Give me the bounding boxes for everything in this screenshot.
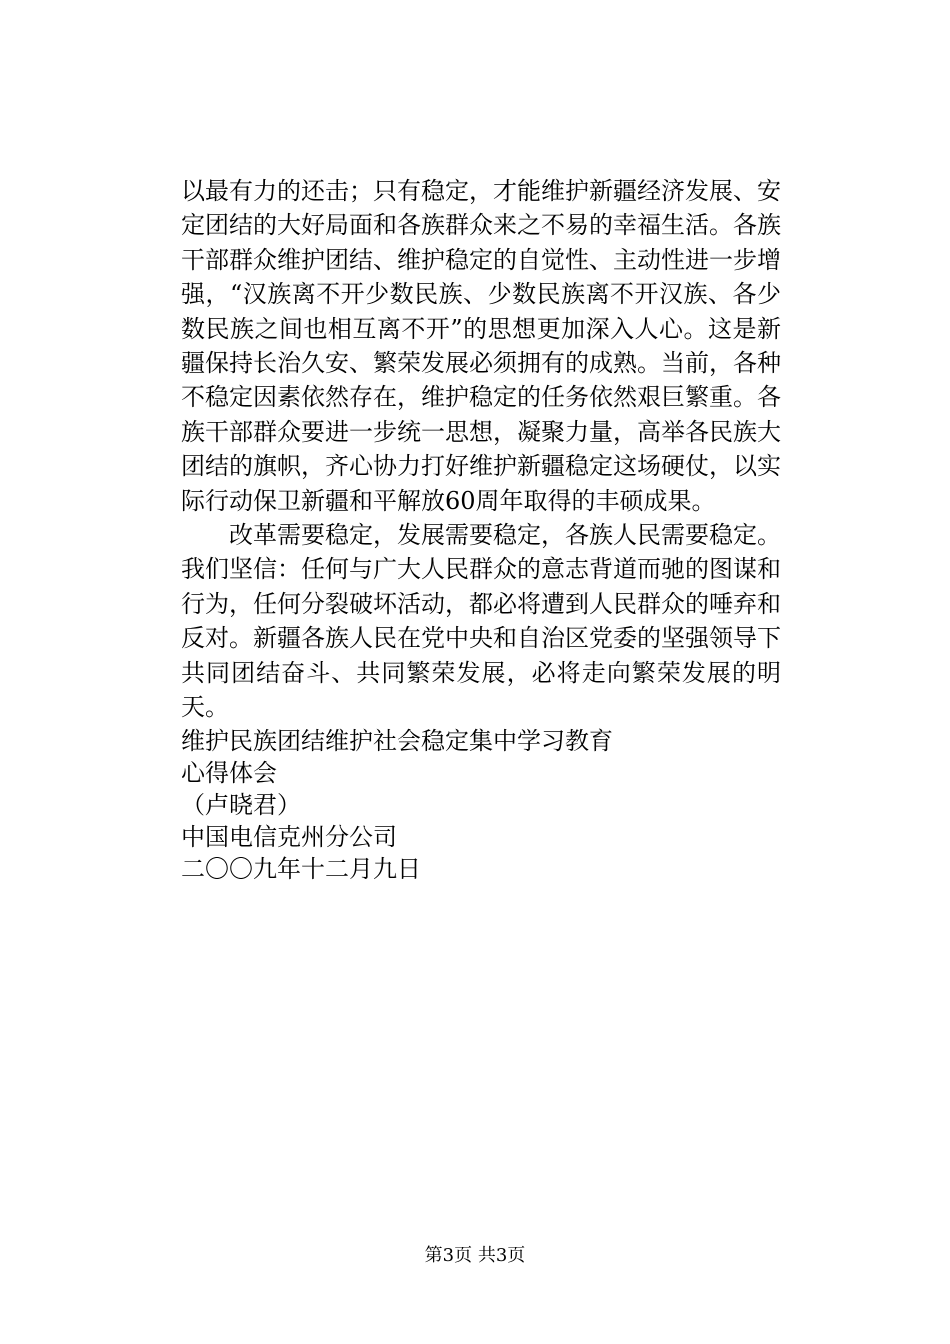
signature-title-line-2: 心得体会 (181, 758, 277, 787)
signature-date: 二〇〇九年十二月九日 (181, 854, 421, 883)
page-number-footer: 第3页 共3页 (424, 1245, 526, 1266)
signature-organization: 中国电信克州分公司 (181, 822, 397, 851)
document-body (181, 174, 781, 885)
body-paragraph-1: 以最有力的还击；只有稳定，才能维护新疆经济发展、安定团结的大好局面和各族群众来之不易的幸福生活。各族干部群众维护团结、维护稳定的自觉性、主动性进一步增强，“汉族离不开少数民族、少数民族离不开汉族、各少数民族之间也相互离不开”的思想更加深入人心。这是新疆保持长治久安、繁荣发展必须拥有的成熟。当前，各种不稳定因素依然存在，维护稳定的任务依然艰巨繁重。各族干部群众要进一步统一思想，凝聚力量，高举各民族大团结的旗帜，齐心协力打好维护新疆稳定这场硬仗，以实际行动保卫新疆和平解放60周年取得的丰硕成果。 (181, 177, 781, 515)
body-paragraph-2: 改革需要稳定，发展需要稳定，各族人民需要稳定。我们坚信：任何与广大人民群众的意志背道而驰的图谋和行为，任何分裂破坏活动，都必将遭到人民群众的唾弃和反对。新疆各族人民在党中央和自治区党委的坚强领导下共同团结奋斗、共同繁荣发展，必将走向繁荣发展的明天。 (181, 521, 781, 722)
signature-author: （卢晓君） (181, 790, 301, 819)
signature-title-line-1: 维护民族团结维护社会稳定集中学习教育 (181, 726, 613, 755)
